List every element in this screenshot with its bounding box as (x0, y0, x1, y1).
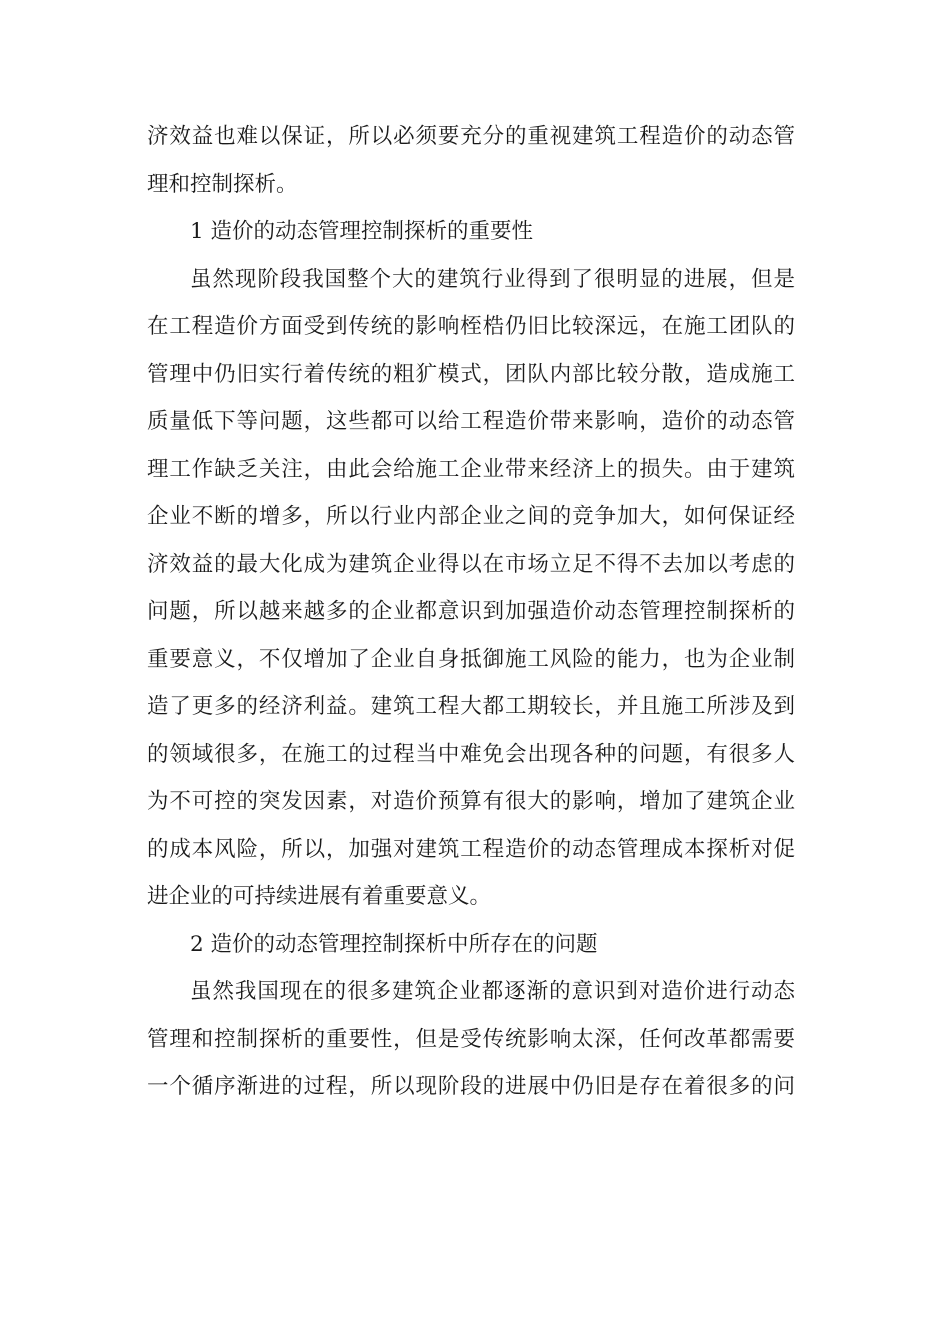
text-line: 理工作缺乏关注，由此会给施工企业带来经济上的损失。由于建筑 (147, 456, 795, 482)
text-line: 虽然我国现在的很多建筑企业都逐渐的意识到对造价进行动态 (190, 979, 795, 1004)
text-line: 造了更多的经济利益。建筑工程大都工期较长，并且施工所涉及到 (147, 694, 795, 719)
text-line: 的领域很多，在施工的过程当中难免会出现各种的问题，有很多人 (147, 741, 795, 767)
text-line: 虽然现阶段我国整个大的建筑行业得到了很明显的进展，但是 (190, 266, 795, 292)
text-line: 济效益也难以保证，所以必须要充分的重视建筑工程造价的动态管 (147, 124, 795, 149)
text-line: 管理中仍旧实行着传统的粗犷模式，团队内部比较分散，造成施工 (147, 361, 795, 387)
text-line: 的成本风险，所以，加强对建筑工程造价的动态管理成本探析对促 (147, 836, 795, 862)
text-line: 企业不断的增多，所以行业内部企业之间的竞争加大，如何保证经 (147, 504, 795, 529)
text-line: 进企业的可持续进展有着重要意义。 (147, 884, 492, 909)
section-heading: 2 造价的动态管理控制探析中所存在的问题 (190, 931, 598, 957)
text-line: 一个循序渐进的过程，所以现阶段的进展中仍旧是存在着很多的问 (147, 1074, 795, 1099)
text-line: 为不可控的突发因素，对造价预算有很大的影响，增加了建筑企业 (147, 789, 795, 814)
text-line: 重要意义，不仅增加了企业自身抵御施工风险的能力，也为企业制 (147, 646, 795, 672)
text-line: 在工程造价方面受到传统的影响桎梏仍旧比较深远，在施工团队的 (147, 314, 795, 339)
text-line: 管理和控制探析的重要性，但是受传统影响太深，任何改革都需要 (147, 1026, 795, 1052)
document-body (147, 118, 795, 1116)
text-line: 理和控制探析。 (147, 171, 298, 197)
text-line: 济效益的最大化成为建筑企业得以在市场立足不得不去加以考虑的 (147, 551, 795, 577)
text-line: 问题，所以越来越多的企业都意识到加强造价动态管理控制探析的 (147, 599, 795, 624)
section-heading: 1 造价的动态管理控制探析的重要性 (190, 219, 534, 244)
text-line: 质量低下等问题，这些都可以给工程造价带来影响，造价的动态管 (147, 409, 795, 434)
